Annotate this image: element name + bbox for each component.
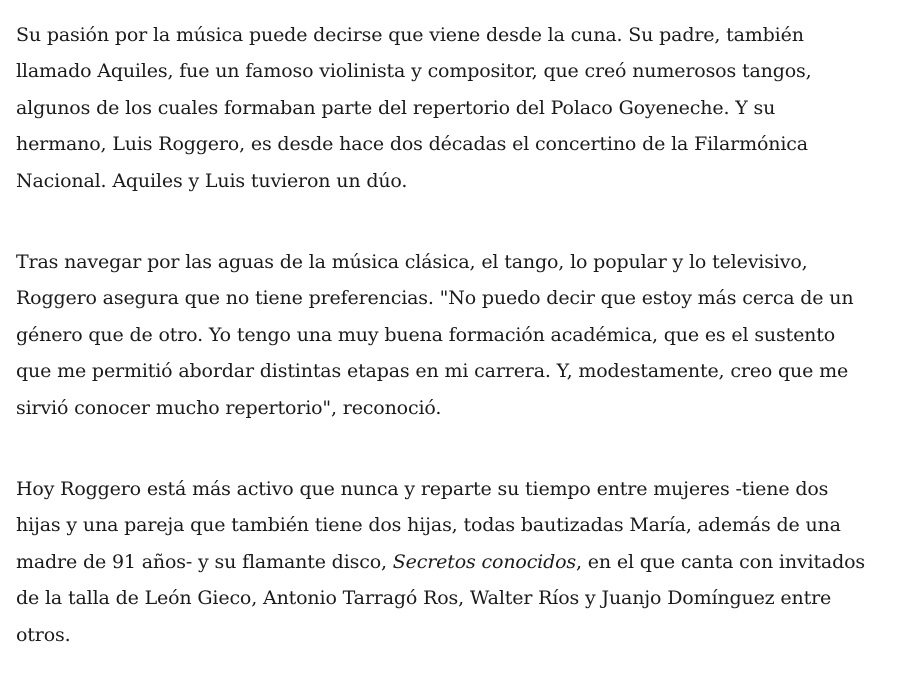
text-line: Su pasión por la música puede decirse que viene desde la cuna. Su padre, también xyxy=(16,24,804,46)
text-line: Roggero asegura que no tiene preferencias. "No puedo decir que estoy más cerca de un xyxy=(16,287,854,310)
text-line: Tras navegar por las aguas de la música clásica, el tango, lo popular y lo televisivo, xyxy=(16,251,808,274)
text-line: Hoy Roggero está más activo que nunca y reparte su tiempo entre mujeres -tiene dos xyxy=(16,478,829,501)
text-line: hijas y una pareja que también tiene dos hijas, todas bautizadas María, además de una xyxy=(16,514,841,537)
text-line: llamado Aquiles, fue un famoso violinista y compositor, que creó numerosos tangos, xyxy=(16,60,812,83)
text-line: que me permitió abordar distintas etapas en mi carrera. Y, modestamente, creo que me xyxy=(16,360,849,383)
text-line: algunos de los cuales formaban parte del repertorio del Polaco Goyeneche. Y su xyxy=(16,96,776,119)
text-segment: madre de 91 años- y su flamante disco, xyxy=(16,550,393,573)
text-segment: , en el que canta con invitados xyxy=(576,550,866,573)
text-line xyxy=(16,544,907,580)
text-line: hermano, Luis Roggero, es desde hace dos décadas el concertino de la Filarmónica xyxy=(16,133,808,156)
album-title: Secretos conocidos xyxy=(392,550,577,573)
text-line: sirvió conocer mucho repertorio", reconoció. xyxy=(16,396,442,419)
text-line: otros. xyxy=(16,623,71,646)
paragraph-2 xyxy=(16,244,907,426)
text-line: Nacional. Aquiles y Luis tuvieron un dúo. xyxy=(16,169,408,192)
paragraph-3 xyxy=(16,471,907,653)
text-line: de la talla de León Gieco, Antonio Tarragó Ros, Walter Ríos y Juanjo Domínguez entre xyxy=(16,587,832,610)
paragraph-1 xyxy=(16,17,907,199)
text-line: género que de otro. Yo tengo una muy buena formación académica, que es el sustento xyxy=(16,323,836,346)
